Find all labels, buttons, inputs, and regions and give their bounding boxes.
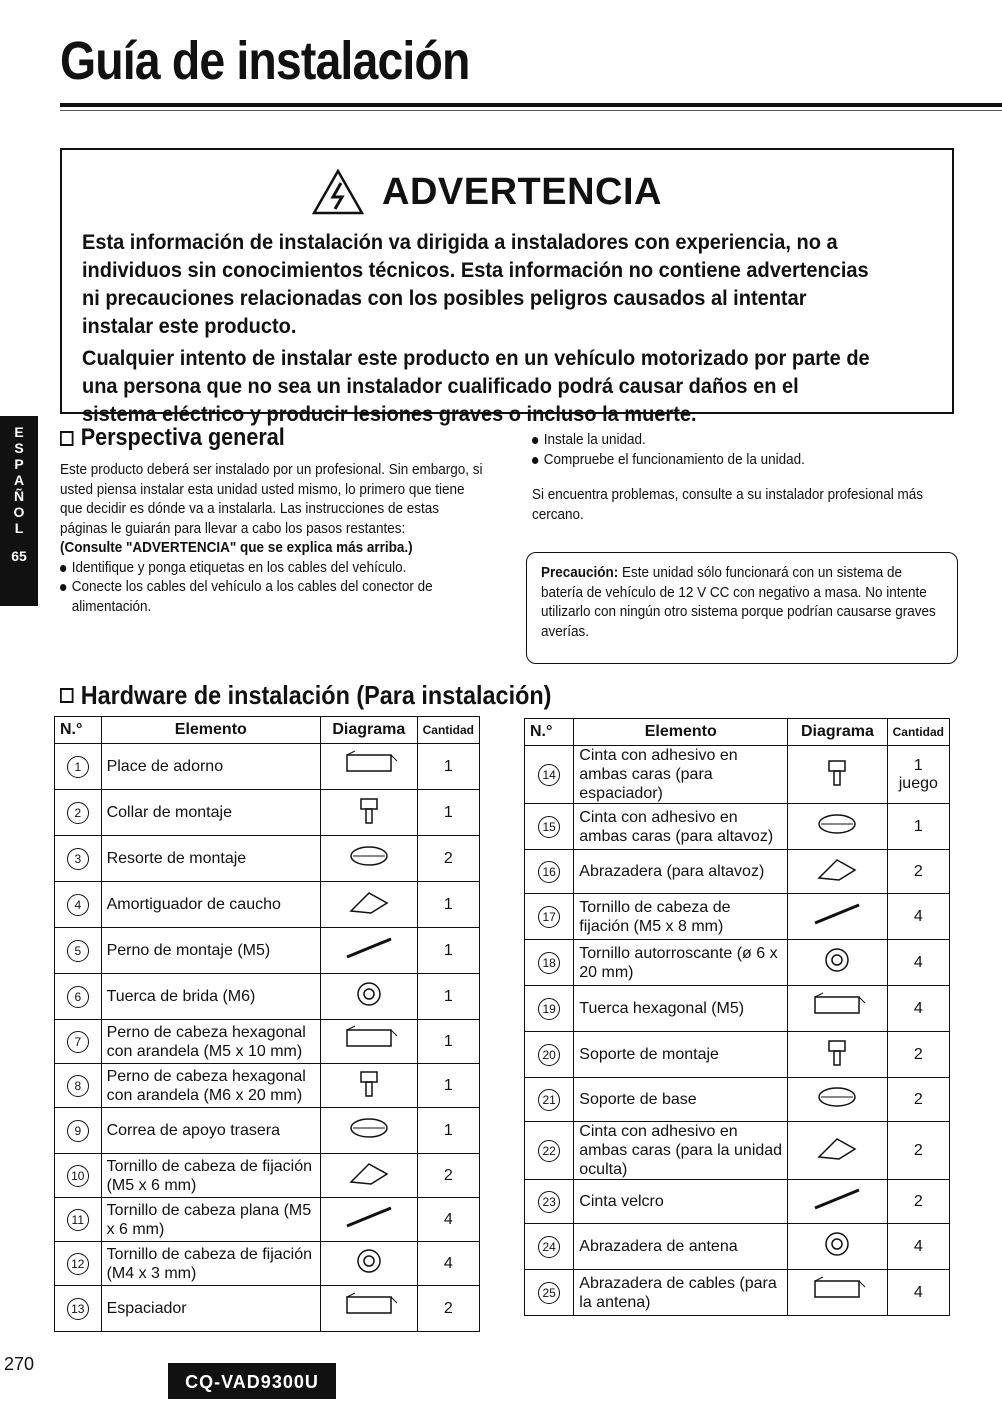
side-tab-letter: L [14, 520, 24, 536]
bullet-icon [60, 565, 66, 572]
row-number: 9 [67, 1120, 89, 1142]
side-tab-letter: O [13, 504, 25, 520]
row-number-cell [525, 940, 574, 986]
quantity-cell: 1 [887, 804, 949, 850]
item-cell: Soporte de montaje [574, 1032, 788, 1078]
checkbox-square-icon [60, 688, 74, 703]
row-number: 4 [67, 894, 89, 916]
hardware-heading-text: Hardware de instalación (Para instalación) [80, 680, 552, 710]
row-number: 15 [538, 816, 560, 838]
table-header-row [525, 719, 950, 746]
item-cell: Cinta con adhesivo en ambas caras (para espaciador) [574, 746, 788, 804]
part-diagram-icon [339, 1246, 399, 1276]
quantity-cell: 2 [417, 836, 479, 882]
item-cell: Tuerca hexagonal (M5) [574, 986, 788, 1032]
quantity-cell: 1 [417, 1064, 479, 1108]
diagram-cell [788, 804, 887, 850]
part-diagram-icon [339, 979, 399, 1009]
part-diagram-icon [807, 1082, 867, 1112]
item-cell: Collar de montaje [101, 790, 320, 836]
part-diagram-icon [807, 854, 867, 884]
quantity-cell: 2 [417, 1286, 479, 1332]
table-row [525, 1122, 950, 1180]
part-diagram-icon [339, 795, 399, 825]
table-row [55, 1242, 480, 1286]
row-number: 1 [67, 756, 89, 778]
table-row [525, 940, 950, 986]
col-header-item: Elemento [101, 717, 320, 744]
table-row [55, 744, 480, 790]
quantity-cell: 4 [887, 1224, 949, 1270]
quantity-cell: 1 juego [887, 746, 949, 804]
row-number-cell [55, 790, 102, 836]
row-number: 8 [67, 1075, 89, 1097]
overview-right-column [532, 430, 953, 524]
diagram-cell [788, 986, 887, 1032]
part-diagram-icon [339, 749, 399, 779]
row-number: 16 [538, 861, 560, 883]
table-row [55, 1198, 480, 1242]
side-tab-letter: A [13, 472, 25, 488]
quantity-cell: 1 [417, 1020, 479, 1064]
col-header-quantity: Cantidad [417, 717, 479, 744]
table-row [55, 1108, 480, 1154]
diagram-cell [321, 1108, 418, 1154]
table-row [525, 894, 950, 940]
hardware-heading [60, 680, 551, 711]
bullet-icon [532, 437, 538, 444]
row-number-cell [525, 1180, 574, 1224]
row-number: 12 [67, 1253, 89, 1275]
part-diagram-icon [339, 1158, 399, 1188]
quantity-cell: 1 [417, 744, 479, 790]
row-number-cell [55, 1286, 102, 1332]
model-badge: CQ-VAD9300U [168, 1363, 336, 1399]
side-tab-letter: S [14, 440, 24, 456]
row-number-cell [55, 1154, 102, 1198]
quantity-cell: 4 [417, 1198, 479, 1242]
diagram-cell [788, 1224, 887, 1270]
row-number: 22 [538, 1140, 560, 1162]
row-number-cell [55, 974, 102, 1020]
part-diagram-icon [339, 1024, 399, 1054]
diagram-cell [788, 1078, 887, 1122]
quantity-cell: 2 [887, 1180, 949, 1224]
part-diagram-icon [339, 887, 399, 917]
title-rule-thin [60, 110, 1002, 111]
checkbox-square-icon [60, 431, 74, 446]
part-diagram-icon [807, 1037, 867, 1067]
quantity-cell: 1 [417, 1108, 479, 1154]
table-row [55, 1154, 480, 1198]
precaution-label: Precaución: [541, 564, 619, 581]
row-number: 17 [538, 906, 560, 928]
row-number-cell [525, 1032, 574, 1078]
hardware-table-right [524, 718, 950, 1316]
warning-text [82, 228, 878, 432]
list-item: Compruebe el funcionamiento de la unidad. [532, 450, 953, 470]
diagram-cell [788, 850, 887, 894]
item-cell: Abrazadera (para altavoz) [574, 850, 788, 894]
table-row [55, 1020, 480, 1064]
page-title: Guía de instalación [60, 31, 470, 91]
table-row [525, 804, 950, 850]
row-number-cell [525, 1224, 574, 1270]
row-number: 13 [67, 1298, 89, 1320]
title-rule [60, 103, 1002, 107]
row-number-cell [55, 1198, 102, 1242]
row-number: 25 [538, 1282, 560, 1304]
diagram-cell [788, 1180, 887, 1224]
quantity-cell: 2 [887, 1078, 949, 1122]
warning-paragraph-1: Esta información de instalación va dirigida a instaladores con experiencia, no a individuos sin conocimientos técnicos. Esta información no contiene advertencias ni precauciones relacionadas con los posibles peligros causados al intentar instalar este producto. [82, 230, 869, 338]
table-row [525, 746, 950, 804]
item-cell: Tornillo de cabeza de fijación (M4 x 3 mm) [101, 1242, 320, 1286]
item-cell: Amortiguador de caucho [101, 882, 320, 928]
part-diagram-icon [339, 841, 399, 871]
table-row [55, 836, 480, 882]
row-number-cell [525, 804, 574, 850]
diagram-cell [321, 1286, 418, 1332]
item-cell: Espaciador [101, 1286, 320, 1332]
quantity-cell: 2 [887, 1032, 949, 1078]
item-cell: Tornillo de cabeza de fijación (M5 x 8 mm) [574, 894, 788, 940]
table-header-row [55, 717, 480, 744]
row-number-cell [55, 1064, 102, 1108]
item-cell: Resorte de montaje [101, 836, 320, 882]
part-diagram-icon [339, 1068, 399, 1098]
overview-left-column [60, 460, 483, 616]
bullet-icon [60, 584, 66, 591]
row-number-cell [525, 1078, 574, 1122]
item-cell: Tuerca de brida (M6) [101, 974, 320, 1020]
quantity-cell: 4 [887, 986, 949, 1032]
col-header-diagram: Diagrama [321, 717, 418, 744]
diagram-cell [321, 974, 418, 1020]
page-number: 270 [4, 1354, 35, 1374]
item-cell: Place de adorno [101, 744, 320, 790]
table-row [525, 1032, 950, 1078]
diagram-cell [788, 894, 887, 940]
part-diagram-icon [807, 991, 867, 1021]
part-diagram-icon [807, 1184, 867, 1214]
row-number-cell [55, 882, 102, 928]
item-cell: Cinta con adhesivo en ambas caras (para la unidad oculta) [574, 1122, 788, 1180]
side-tab-letter: P [14, 456, 24, 472]
row-number: 7 [67, 1031, 89, 1053]
table-row [55, 882, 480, 928]
table-row [525, 1078, 950, 1122]
row-number-cell [525, 1122, 574, 1180]
row-number: 11 [67, 1209, 89, 1231]
row-number: 5 [67, 940, 89, 962]
row-number-cell [55, 1108, 102, 1154]
part-diagram-icon [807, 809, 867, 839]
table-row [55, 928, 480, 974]
list-item: Identifique y ponga etiquetas en los cables del vehículo. [60, 558, 483, 578]
warning-heading [312, 160, 662, 224]
overview-problems-text: Si encuentra problemas, consulte a su instalador profesional más cercano. [532, 486, 923, 523]
part-diagram-icon [807, 899, 867, 929]
diagram-cell [321, 790, 418, 836]
row-number-cell [525, 1270, 574, 1316]
part-diagram-icon [807, 1229, 867, 1259]
item-cell: Perno de montaje (M5) [101, 928, 320, 974]
quantity-cell: 2 [887, 850, 949, 894]
table-row [55, 1064, 480, 1108]
quantity-cell: 2 [887, 1122, 949, 1180]
warning-title: ADVERTENCIA [382, 170, 662, 213]
item-cell: Soporte de base [574, 1078, 788, 1122]
table-row [55, 790, 480, 836]
part-diagram-icon [339, 1202, 399, 1232]
table-row [525, 1270, 950, 1316]
row-number-cell [55, 1020, 102, 1064]
row-number: 24 [538, 1236, 560, 1258]
quantity-cell: 4 [417, 1242, 479, 1286]
row-number: 23 [538, 1191, 560, 1213]
diagram-cell [788, 1270, 887, 1316]
precaution-box [526, 552, 958, 664]
item-cell: Cinta con adhesivo en ambas caras (para altavoz) [574, 804, 788, 850]
diagram-cell [321, 836, 418, 882]
item-cell: Perno de cabeza hexagonal con arandela (M6 x 20 mm) [101, 1064, 320, 1108]
col-header-number: N.° [55, 717, 102, 744]
row-number-cell [55, 1242, 102, 1286]
diagram-cell [321, 1064, 418, 1108]
row-number-cell [55, 836, 102, 882]
table-row [55, 1286, 480, 1332]
item-cell: Abrazadera de cables (para la antena) [574, 1270, 788, 1316]
diagram-cell [321, 1198, 418, 1242]
row-number: 21 [538, 1089, 560, 1111]
part-diagram-icon [807, 757, 867, 787]
diagram-cell [788, 1122, 887, 1180]
item-cell: Abrazadera de antena [574, 1224, 788, 1270]
table-row [525, 986, 950, 1032]
item-cell: Perno de cabeza hexagonal con arandela (M5 x 10 mm) [101, 1020, 320, 1064]
item-cell: Cinta velcro [574, 1180, 788, 1224]
warning-paragraph-2: Cualquier intento de instalar este producto en un vehículo motorizado por parte de una persona que no sea un instalador cualificado podrá causar daños en el sistema eléctrico y producir lesiones graves o incluso la muerte. [82, 346, 870, 426]
diagram-cell [321, 928, 418, 974]
table-row [55, 974, 480, 1020]
row-number: 20 [538, 1044, 560, 1066]
row-number: 19 [538, 998, 560, 1020]
overview-note: (Consulte "ADVERTENCIA" que se explica más arriba.) [60, 539, 413, 556]
item-cell: Tornillo de cabeza de fijación (M5 x 6 mm) [101, 1154, 320, 1198]
item-cell: Tornillo de cabeza plana (M5 x 6 mm) [101, 1198, 320, 1242]
list-item: Conecte los cables del vehículo a los cables del conector de alimentación. [60, 577, 483, 616]
part-diagram-icon [339, 1113, 399, 1143]
col-header-item: Elemento [574, 719, 788, 746]
row-number-cell [525, 850, 574, 894]
diagram-cell [321, 882, 418, 928]
table-row [525, 1224, 950, 1270]
row-number: 3 [67, 848, 89, 870]
diagram-cell [321, 1020, 418, 1064]
diagram-cell [788, 746, 887, 804]
item-cell: Correa de apoyo trasera [101, 1108, 320, 1154]
row-number-cell [55, 744, 102, 790]
row-number-cell [55, 928, 102, 974]
side-tab-letter: Ñ [13, 488, 25, 504]
col-header-quantity: Cantidad [887, 719, 949, 746]
bullet-icon [532, 457, 538, 464]
part-diagram-icon [339, 1291, 399, 1321]
quantity-cell: 1 [417, 974, 479, 1020]
list-item: Instale la unidad. [532, 430, 953, 450]
table-row [525, 850, 950, 894]
row-number: 10 [67, 1165, 89, 1187]
part-diagram-icon [807, 1133, 867, 1163]
part-diagram-icon [339, 933, 399, 963]
quantity-cell: 4 [887, 894, 949, 940]
overview-heading-text: Perspectiva general [80, 424, 285, 451]
diagram-cell [321, 1242, 418, 1286]
precaution-text: Este unidad sólo funcionará con un sistema de batería de vehículo de 12 V CC con negativo a masa. No intente utilizarlo con ningún otro sistema porque podrían causarse graves averías. [541, 564, 936, 640]
electric-warning-triangle-icon [312, 169, 364, 215]
col-header-number: N.° [525, 719, 574, 746]
side-tab-letter: E [14, 424, 24, 440]
row-number-cell [525, 746, 574, 804]
part-diagram-icon [807, 945, 867, 975]
diagram-cell [321, 1154, 418, 1198]
row-number: 6 [67, 986, 89, 1008]
quantity-cell: 1 [417, 790, 479, 836]
hardware-table-left [54, 716, 480, 1332]
row-number: 18 [538, 952, 560, 974]
item-cell: Tornillo autorroscante (ø 6 x 20 mm) [574, 940, 788, 986]
table-row [525, 1180, 950, 1224]
col-header-diagram: Diagrama [788, 719, 887, 746]
overview-intro: Este producto deberá ser instalado por un profesional. Sin embargo, si usted piensa instalar esta unidad usted mismo, lo primero que tiene que decidir es dónde va a instalarla. Las instrucciones de estas páginas le guiarán para llevar a cabo los pasos restantes: [60, 461, 483, 537]
language-side-tab [0, 416, 38, 606]
quantity-cell: 4 [887, 940, 949, 986]
quantity-cell: 2 [417, 1154, 479, 1198]
side-tab-page-number: 65 [11, 548, 27, 564]
overview-heading [60, 424, 285, 452]
quantity-cell: 4 [887, 1270, 949, 1316]
row-number: 2 [67, 802, 89, 824]
diagram-cell [788, 1032, 887, 1078]
diagram-cell [788, 940, 887, 986]
row-number: 14 [538, 764, 560, 786]
row-number-cell [525, 986, 574, 1032]
quantity-cell: 1 [417, 928, 479, 974]
quantity-cell: 1 [417, 882, 479, 928]
row-number-cell [525, 894, 574, 940]
part-diagram-icon [807, 1275, 867, 1305]
diagram-cell [321, 744, 418, 790]
